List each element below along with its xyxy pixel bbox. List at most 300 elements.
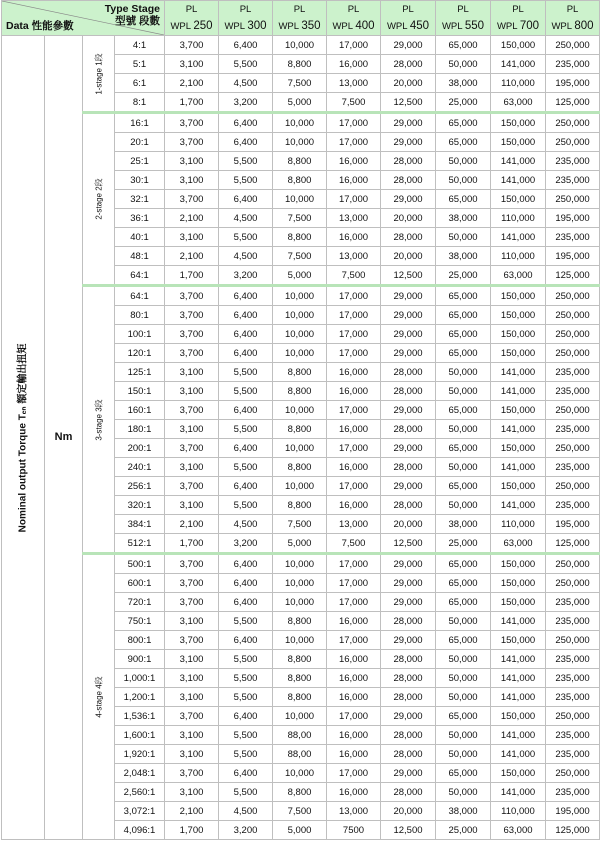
torque-value-cell: 38,000: [436, 515, 491, 534]
model-line1: PL: [402, 4, 414, 15]
torque-value-cell: 141,000: [491, 688, 546, 707]
torque-value-cell: 12,500: [381, 266, 436, 286]
torque-value-cell: 3,700: [165, 554, 219, 574]
nominal-torque-label: Nominal output Torque Tₑₙ 額定輸出扭矩: [17, 343, 29, 532]
torque-value-cell: 16,000: [327, 458, 381, 477]
ratio-cell: 500:1: [115, 554, 165, 574]
torque-value-cell: 65,000: [436, 631, 491, 650]
ratio-cell: 750:1: [115, 612, 165, 631]
torque-value-cell: 6,400: [219, 554, 273, 574]
torque-value-cell: 63,000: [491, 821, 546, 840]
torque-value-cell: 235,000: [546, 458, 600, 477]
torque-value-cell: 125,000: [546, 93, 600, 113]
torque-value-cell: 110,000: [491, 802, 546, 821]
torque-value-cell: 16,000: [327, 783, 381, 802]
torque-value-cell: 3,100: [165, 650, 219, 669]
torque-value-cell: 3,100: [165, 745, 219, 764]
ratio-cell: 8:1: [115, 93, 165, 113]
torque-value-cell: 235,000: [546, 783, 600, 802]
torque-value-cell: 28,000: [381, 669, 436, 688]
torque-value-cell: 2,100: [165, 74, 219, 93]
torque-value-cell: 3,700: [165, 764, 219, 783]
torque-value-cell: 7,500: [273, 515, 327, 534]
model-size: 700: [519, 20, 540, 32]
torque-value-cell: 195,000: [546, 74, 600, 93]
torque-value-cell: 150,000: [491, 325, 546, 344]
torque-value-cell: 5,500: [219, 688, 273, 707]
torque-value-cell: 16,000: [327, 363, 381, 382]
torque-value-cell: 28,000: [381, 612, 436, 631]
torque-value-cell: 141,000: [491, 745, 546, 764]
torque-value-cell: 7,500: [273, 247, 327, 266]
nominal-torque-label-cell: [2, 36, 45, 840]
torque-value-cell: 50,000: [436, 650, 491, 669]
model-line2: WPL: [224, 21, 245, 32]
ratio-cell: 25:1: [115, 152, 165, 171]
torque-value-cell: 20,000: [381, 247, 436, 266]
torque-value-cell: 5,500: [219, 55, 273, 74]
torque-value-cell: 17,000: [327, 574, 381, 593]
torque-value-cell: 5,500: [219, 650, 273, 669]
torque-value-cell: 50,000: [436, 458, 491, 477]
torque-value-cell: 6,400: [219, 113, 273, 133]
model-line1: PL: [185, 4, 198, 15]
torque-value-cell: 17,000: [327, 554, 381, 574]
torque-value-cell: 250,000: [546, 477, 600, 496]
torque-value-cell: 4,500: [219, 209, 273, 228]
torque-value-cell: 250,000: [546, 286, 600, 306]
ratio-cell: 3,072:1: [115, 802, 165, 821]
model-size: 250: [193, 20, 213, 32]
torque-value-cell: 150,000: [491, 36, 546, 55]
ratio-cell: 1,200:1: [115, 688, 165, 707]
torque-value-cell: 25,000: [436, 93, 491, 113]
torque-value-cell: 5,500: [219, 152, 273, 171]
torque-value-cell: 29,000: [381, 306, 436, 325]
torque-value-cell: 150,000: [491, 631, 546, 650]
torque-value-cell: 235,000: [546, 496, 600, 515]
torque-value-cell: 195,000: [546, 247, 600, 266]
model-line1: PL: [566, 4, 579, 15]
torque-value-cell: 250,000: [546, 325, 600, 344]
torque-value-cell: 6,400: [219, 133, 273, 152]
torque-value-cell: 3,700: [165, 325, 219, 344]
torque-value-cell: 150,000: [491, 554, 546, 574]
torque-value-cell: 250,000: [546, 631, 600, 650]
model-line1: PL: [347, 4, 360, 15]
torque-value-cell: 150,000: [491, 344, 546, 363]
torque-value-cell: 8,800: [273, 55, 327, 74]
model-header-5: [436, 1, 491, 36]
torque-value-cell: 65,000: [436, 36, 491, 55]
torque-value-cell: 125,000: [546, 821, 600, 840]
torque-value-cell: 6,400: [219, 574, 273, 593]
torque-value-cell: 3,100: [165, 496, 219, 515]
torque-value-cell: 65,000: [436, 344, 491, 363]
torque-value-cell: 10,000: [273, 306, 327, 325]
torque-value-cell: 8,800: [273, 688, 327, 707]
torque-value-cell: 65,000: [436, 439, 491, 458]
torque-value-cell: 29,000: [381, 439, 436, 458]
torque-value-cell: 8,800: [273, 382, 327, 401]
table-row: [2, 113, 600, 133]
torque-value-cell: 63,000: [491, 266, 546, 286]
torque-value-cell: 65,000: [436, 707, 491, 726]
model-size: 350: [301, 20, 321, 32]
torque-value-cell: 3,700: [165, 707, 219, 726]
torque-value-cell: 235,000: [546, 669, 600, 688]
torque-value-cell: 16,000: [327, 152, 381, 171]
torque-value-cell: 5,500: [219, 420, 273, 439]
torque-value-cell: 17,000: [327, 286, 381, 306]
torque-value-cell: 235,000: [546, 363, 600, 382]
torque-value-cell: 29,000: [381, 631, 436, 650]
torque-value-cell: 28,000: [381, 363, 436, 382]
ratio-cell: 160:1: [115, 401, 165, 420]
torque-value-cell: 50,000: [436, 688, 491, 707]
torque-value-cell: 29,000: [381, 133, 436, 152]
torque-value-cell: 150,000: [491, 707, 546, 726]
torque-value-cell: 8,800: [273, 171, 327, 190]
torque-value-cell: 141,000: [491, 55, 546, 74]
model-header-3: [327, 1, 381, 36]
stage-label-cell: [83, 113, 115, 286]
torque-value-cell: 16,000: [327, 55, 381, 74]
torque-value-cell: 250,000: [546, 36, 600, 55]
torque-value-cell: 125,000: [546, 266, 600, 286]
torque-value-cell: 235,000: [546, 228, 600, 247]
torque-value-cell: 16,000: [327, 496, 381, 515]
torque-value-cell: 3,100: [165, 55, 219, 74]
torque-value-cell: 29,000: [381, 190, 436, 209]
torque-value-cell: 16,000: [327, 382, 381, 401]
torque-value-cell: 110,000: [491, 247, 546, 266]
torque-value-cell: 235,000: [546, 688, 600, 707]
ratio-cell: 2,560:1: [115, 783, 165, 802]
model-line2: WPL: [386, 21, 408, 32]
torque-value-cell: 7,500: [327, 266, 381, 286]
stage-label: 3-stage 3段: [94, 398, 103, 441]
torque-value-cell: 17,000: [327, 344, 381, 363]
torque-value-cell: 16,000: [327, 726, 381, 745]
torque-value-cell: 150,000: [491, 574, 546, 593]
torque-value-cell: 50,000: [436, 171, 491, 190]
torque-value-cell: 3,700: [165, 631, 219, 650]
torque-value-cell: 16,000: [327, 650, 381, 669]
torque-value-cell: 2,100: [165, 209, 219, 228]
model-header-6: [491, 1, 546, 36]
torque-value-cell: 17,000: [327, 631, 381, 650]
torque-value-cell: 10,000: [273, 113, 327, 133]
model-line2: WPL: [551, 21, 572, 32]
torque-value-cell: 10,000: [273, 401, 327, 420]
torque-value-cell: 3,200: [219, 534, 273, 554]
torque-value-cell: 250,000: [546, 306, 600, 325]
ratio-cell: 16:1: [115, 113, 165, 133]
torque-value-cell: 16,000: [327, 171, 381, 190]
torque-value-cell: 29,000: [381, 574, 436, 593]
torque-value-cell: 3,100: [165, 783, 219, 802]
torque-value-cell: 17,000: [327, 306, 381, 325]
torque-value-cell: 2,100: [165, 802, 219, 821]
torque-value-cell: 3,700: [165, 133, 219, 152]
torque-value-cell: 3,100: [165, 726, 219, 745]
torque-value-cell: 125,000: [546, 534, 600, 554]
torque-value-cell: 38,000: [436, 209, 491, 228]
ratio-cell: 4,096:1: [115, 821, 165, 840]
torque-value-cell: 50,000: [436, 55, 491, 74]
model-size: 400: [355, 20, 375, 32]
torque-value-cell: 20,000: [381, 802, 436, 821]
ratio-cell: 720:1: [115, 593, 165, 612]
torque-value-cell: 141,000: [491, 458, 546, 477]
torque-value-cell: 16,000: [327, 228, 381, 247]
torque-value-cell: 65,000: [436, 764, 491, 783]
torque-value-cell: 29,000: [381, 707, 436, 726]
ratio-cell: 4:1: [115, 36, 165, 55]
ratio-cell: 48:1: [115, 247, 165, 266]
torque-value-cell: 38,000: [436, 74, 491, 93]
torque-value-cell: 17,000: [327, 36, 381, 55]
ratio-cell: 40:1: [115, 228, 165, 247]
torque-value-cell: 10,000: [273, 133, 327, 152]
torque-value-cell: 13,000: [327, 247, 381, 266]
torque-value-cell: 3,100: [165, 688, 219, 707]
stage-label: 1-stage 1段: [94, 52, 103, 95]
torque-value-cell: 150,000: [491, 133, 546, 152]
ratio-cell: 180:1: [115, 420, 165, 439]
model-size: 800: [574, 20, 594, 32]
torque-value-cell: 3,100: [165, 382, 219, 401]
torque-value-cell: 235,000: [546, 745, 600, 764]
torque-value-cell: 5,500: [219, 171, 273, 190]
torque-value-cell: 2,100: [165, 515, 219, 534]
torque-value-cell: 10,000: [273, 344, 327, 363]
torque-value-cell: 17,000: [327, 190, 381, 209]
ratio-cell: 64:1: [115, 266, 165, 286]
model-line1: PL: [512, 4, 524, 15]
type-stage-label: Type Stage 型號 段數: [104, 3, 160, 27]
torque-value-cell: 235,000: [546, 726, 600, 745]
torque-value-cell: 50,000: [436, 612, 491, 631]
torque-value-cell: 50,000: [436, 363, 491, 382]
model-line2: WPL: [441, 21, 463, 32]
torque-value-cell: 29,000: [381, 477, 436, 496]
torque-value-cell: 250,000: [546, 439, 600, 458]
torque-value-cell: 235,000: [546, 171, 600, 190]
model-size: 300: [247, 20, 267, 32]
torque-value-cell: 16,000: [327, 420, 381, 439]
torque-value-cell: 235,000: [546, 650, 600, 669]
torque-value-cell: 13,000: [327, 74, 381, 93]
torque-value-cell: 195,000: [546, 802, 600, 821]
torque-value-cell: 150,000: [491, 593, 546, 612]
torque-value-cell: 3,200: [219, 266, 273, 286]
torque-value-cell: 10,000: [273, 36, 327, 55]
torque-value-cell: 8,800: [273, 496, 327, 515]
torque-value-cell: 10,000: [273, 477, 327, 496]
table-row: [2, 554, 600, 574]
ratio-cell: 150:1: [115, 382, 165, 401]
torque-value-cell: 5,000: [273, 534, 327, 554]
model-header-1: [219, 1, 273, 36]
torque-value-cell: 3,700: [165, 593, 219, 612]
torque-value-cell: 5,500: [219, 669, 273, 688]
torque-value-cell: 10,000: [273, 707, 327, 726]
ratio-cell: 5:1: [115, 55, 165, 74]
torque-value-cell: 13,000: [327, 802, 381, 821]
torque-value-cell: 50,000: [436, 420, 491, 439]
torque-value-cell: 50,000: [436, 382, 491, 401]
torque-value-cell: 25,000: [436, 534, 491, 554]
torque-value-cell: 29,000: [381, 286, 436, 306]
torque-value-cell: 28,000: [381, 726, 436, 745]
stage-label-cell: [83, 286, 115, 554]
torque-value-cell: 5,000: [273, 93, 327, 113]
torque-value-cell: 17,000: [327, 113, 381, 133]
torque-value-cell: 150,000: [491, 477, 546, 496]
torque-value-cell: 10,000: [273, 764, 327, 783]
unit-cell: [45, 36, 83, 840]
torque-value-cell: 7,500: [327, 534, 381, 554]
torque-value-cell: 110,000: [491, 515, 546, 534]
model-line2: WPL: [496, 21, 518, 32]
torque-value-cell: 110,000: [491, 209, 546, 228]
torque-value-cell: 20,000: [381, 74, 436, 93]
torque-value-cell: 29,000: [381, 401, 436, 420]
model-header-4: [381, 1, 436, 36]
header-corner-cell: [2, 1, 165, 36]
torque-value-cell: 5,500: [219, 382, 273, 401]
model-header-0: [165, 1, 219, 36]
stage-label: 4-stage 4段: [94, 676, 103, 718]
torque-value-cell: 6,400: [219, 325, 273, 344]
torque-value-cell: 1,700: [165, 821, 219, 840]
table-row: [2, 36, 600, 55]
torque-value-cell: 16,000: [327, 612, 381, 631]
stage-label-cell: [83, 554, 115, 840]
torque-value-cell: 28,000: [381, 745, 436, 764]
torque-value-cell: 50,000: [436, 228, 491, 247]
torque-value-cell: 10,000: [273, 190, 327, 209]
torque-value-cell: 6,400: [219, 439, 273, 458]
torque-value-cell: 6,400: [219, 190, 273, 209]
torque-value-cell: 17,000: [327, 593, 381, 612]
torque-value-cell: 12,500: [381, 534, 436, 554]
ratio-cell: 900:1: [115, 650, 165, 669]
ratio-cell: 30:1: [115, 171, 165, 190]
torque-value-cell: 50,000: [436, 669, 491, 688]
torque-value-cell: 250,000: [546, 764, 600, 783]
torque-value-cell: 16,000: [327, 745, 381, 764]
ratio-cell: 80:1: [115, 306, 165, 325]
torque-value-cell: 10,000: [273, 631, 327, 650]
model-size: 450: [409, 20, 430, 32]
ratio-cell: 512:1: [115, 534, 165, 554]
torque-value-cell: 3,700: [165, 574, 219, 593]
torque-value-cell: 3,700: [165, 190, 219, 209]
torque-value-cell: 16,000: [327, 688, 381, 707]
torque-value-cell: 8,800: [273, 612, 327, 631]
ratio-cell: 320:1: [115, 496, 165, 515]
torque-value-cell: 3,200: [219, 821, 273, 840]
torque-value-cell: 3,100: [165, 612, 219, 631]
torque-value-cell: 195,000: [546, 515, 600, 534]
ratio-cell: 1,000:1: [115, 669, 165, 688]
torque-value-cell: 10,000: [273, 325, 327, 344]
torque-value-cell: 25,000: [436, 266, 491, 286]
torque-value-cell: 8,800: [273, 458, 327, 477]
torque-value-cell: 63,000: [491, 534, 546, 554]
torque-value-cell: 150,000: [491, 439, 546, 458]
torque-value-cell: 16,000: [327, 669, 381, 688]
torque-value-cell: 3,700: [165, 286, 219, 306]
torque-value-cell: 141,000: [491, 650, 546, 669]
torque-value-cell: 13,000: [327, 515, 381, 534]
torque-value-cell: 8,800: [273, 152, 327, 171]
torque-value-cell: 17,000: [327, 401, 381, 420]
torque-value-cell: 141,000: [491, 152, 546, 171]
torque-value-cell: 3,100: [165, 363, 219, 382]
torque-value-cell: 150,000: [491, 306, 546, 325]
torque-value-cell: 150,000: [491, 286, 546, 306]
ratio-cell: 20:1: [115, 133, 165, 152]
torque-value-cell: 195,000: [546, 209, 600, 228]
unit-label: Nm: [54, 431, 73, 443]
torque-value-cell: 4,500: [219, 802, 273, 821]
ratio-cell: 32:1: [115, 190, 165, 209]
torque-value-cell: 3,700: [165, 344, 219, 363]
torque-value-cell: 1,700: [165, 534, 219, 554]
torque-value-cell: 5,000: [273, 266, 327, 286]
torque-value-cell: 8,800: [273, 650, 327, 669]
torque-value-cell: 8,800: [273, 783, 327, 802]
ratio-cell: 1,920:1: [115, 745, 165, 764]
torque-value-cell: 150,000: [491, 764, 546, 783]
torque-value-cell: 5,500: [219, 612, 273, 631]
torque-value-cell: 250,000: [546, 574, 600, 593]
torque-value-cell: 3,200: [219, 93, 273, 113]
torque-value-cell: 6,400: [219, 401, 273, 420]
torque-value-cell: 141,000: [491, 783, 546, 802]
torque-value-cell: 88,00: [273, 726, 327, 745]
model-header-2: [273, 1, 327, 36]
torque-value-cell: 7,500: [273, 74, 327, 93]
header-row: [2, 1, 600, 36]
torque-value-cell: 150,000: [491, 190, 546, 209]
torque-value-cell: 29,000: [381, 36, 436, 55]
torque-value-cell: 5,500: [219, 745, 273, 764]
torque-value-cell: 235,000: [546, 593, 600, 612]
torque-value-cell: 3,100: [165, 171, 219, 190]
torque-value-cell: 141,000: [491, 171, 546, 190]
torque-value-cell: 5,500: [219, 496, 273, 515]
torque-value-cell: 235,000: [546, 55, 600, 74]
torque-value-cell: 8,800: [273, 669, 327, 688]
ratio-cell: 200:1: [115, 439, 165, 458]
ratio-cell: 6:1: [115, 74, 165, 93]
torque-value-cell: 3,100: [165, 458, 219, 477]
torque-value-cell: 65,000: [436, 574, 491, 593]
torque-value-cell: 65,000: [436, 286, 491, 306]
torque-value-cell: 65,000: [436, 554, 491, 574]
torque-value-cell: 4,500: [219, 74, 273, 93]
ratio-cell: 600:1: [115, 574, 165, 593]
torque-value-cell: 6,400: [219, 631, 273, 650]
torque-value-cell: 5,500: [219, 783, 273, 802]
table-row: [2, 286, 600, 306]
torque-value-cell: 6,400: [219, 764, 273, 783]
